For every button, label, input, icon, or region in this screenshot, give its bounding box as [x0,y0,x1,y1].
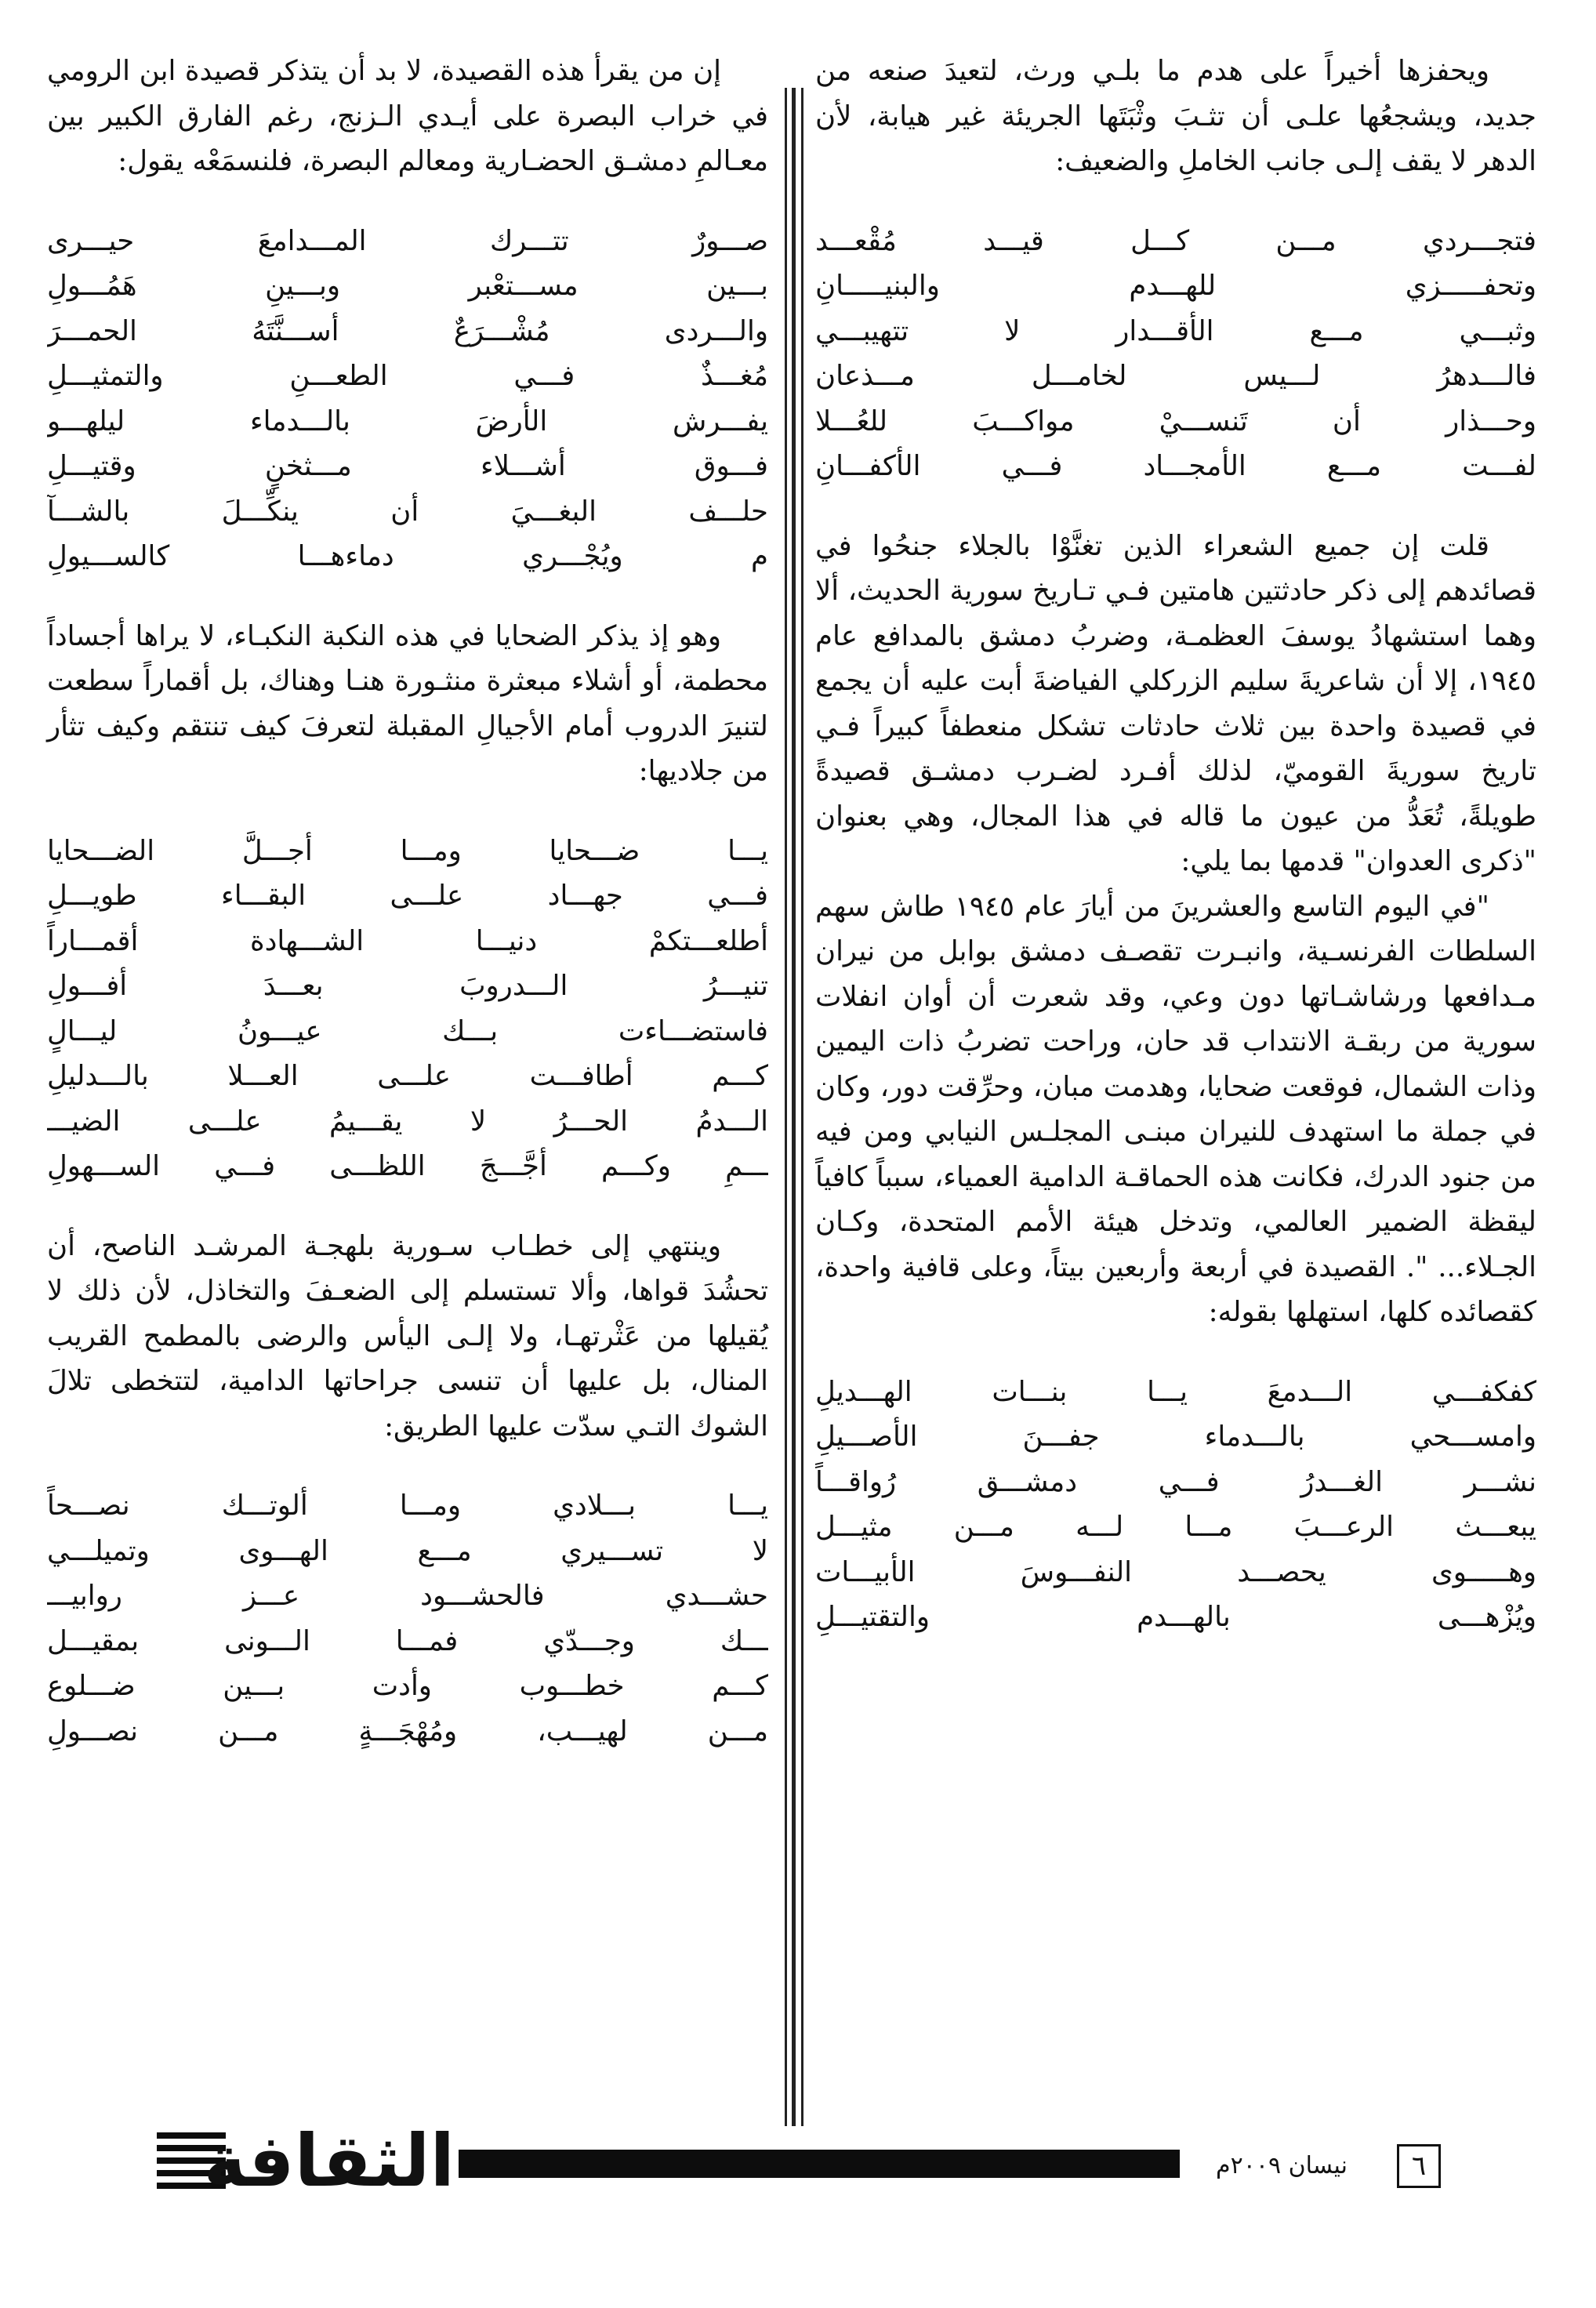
page-number: ٦ [1397,2144,1441,2188]
verse-line: وهـــــوى يحصـــد النفـــوسَ الأبيـــات [815,1555,1536,1588]
footer-rule [459,2150,1180,2178]
left-column [47,49,768,1754]
verse-line: يبعـــث الرعـــبَ مـــا لـــه مـــن مثيـــل [815,1511,1536,1543]
verse-line: ـــمِ وكـــم أجَّـــجَ اللظـــى فـــي الســـهولِ [47,1150,768,1182]
verse-line: صـــورٌ تتـــرك المـــدامعَ حيـــرى [47,224,768,257]
verse-line: فـــوق أشـــلاء مـــثخنٍ وقتيـــلِ [47,450,768,482]
spacer [47,184,768,219]
issue-date: نيسان ٢٠٠٩م [1216,2152,1348,2179]
verse-line: حلـــف البغـــيَ أن ينكِّـــلَ بالشـــآ [47,495,768,528]
column-divider [801,88,803,2126]
verse-line: فتجـــردي مـــن كـــل قيـــد مُقْعـــد [815,224,1536,257]
verse-line: وثبـــي مـــع الأقـــدار لا تتهيبـــي [815,314,1536,347]
verse-line: يـــا ضـــحايا ومـــا أجـــلَّ الضـــحايا [47,834,768,867]
verse-line: كفكفـــي الـــدمعَ يـــا بنـــات الهـــديلِ [815,1375,1536,1408]
verse-line: لا تســـيري مـــع الهـــوى وتميلـــي [47,1534,768,1567]
right-column [815,49,1536,1640]
poem-block-3 [47,219,768,579]
spacer [815,184,1536,219]
magazine-logo: الثقافة [203,2119,455,2203]
verse-line: مـــن لهيـــب، ومُهْجَـــةٍ مـــن نصـــولِ [47,1715,768,1747]
verse-line: تنيـــرُ الـــدروبَ بعـــدَ أفـــولِ [47,970,768,1002]
spacer [815,1335,1536,1370]
intro-paragraph: ويحفزها أخيراً على هدم ما بلـي ورث، لتعيدَ صنعه من جديد، ويشجعُها علـى أن تثـبَ وثْبَتَها الجريئة غير هيابة، لأن الدهر لا يقف إلـى جانب الخاملِ والضعيف: [815,55,1536,177]
verse-line: كـــم أطافـــت علـــى العـــلا بالـــدليلِ [47,1060,768,1092]
verse-line: فاستضـــاءت بـــك عيـــونُ ليـــالٍ [47,1014,768,1047]
verse-line: نشـــر الغـــدرُ فـــي دمشـــق رُواقـــاً [815,1465,1536,1498]
verse-line: كـــم خطـــوب وأدت بـــين ضـــلوع [47,1670,768,1702]
verse-line: ـــك وجـــدّي فمـــا الـــونى بمقيـــل [47,1624,768,1657]
verse-line: وحـــذار أن تَنســـيْ مواكـــبَ للعُـــلا [815,405,1536,437]
verse-line: يـــا بـــلادي ومـــا ألوتـــك نصـــحاً [47,1490,768,1522]
verse-line: مُغـــذٌ فـــي الطعـــنِ والتمثيـــلِ [47,360,768,392]
body-paragraph: وهو إذ يذكر الضحايا في هذه النكبة النكبـاء، لا يراها أجساداً محطمة، أو أشلاء مبعثرة منثـورة هنـا وهناك، بل أقماراً سطعت لتنيرَ الدروب أمام الأجيالِ المقبلة لتعرفَ كيف تنتقم وكيف تثأر من جلاديها: [47,619,768,787]
verse-line: ويُزْهـــى بالهـــدم والتقتيـــلِ [815,1601,1536,1633]
column-divider [792,88,796,2126]
spacer [815,489,1536,524]
verse-line: بـــين مســـتعْبر وبـــينِ هَمُـــولِ [47,270,768,302]
column-divider [785,88,787,2126]
verse-line: فـــي جهـــاد علـــى البقـــاء طويـــلِ [47,880,768,912]
verse-line: حشـــدي فالحشـــود عـــز روابيـــ [47,1580,768,1612]
poem-block-1 [815,219,1536,489]
spacer [47,579,768,614]
quoted-paragraph: "في اليوم التاسع والعشرينَ من أيارَ عام ١٩٤٥ طاش سهم السلطات الفرنسـية، وانبـرت تقصـف دمشق بوابل من نيران مـدافعها ورشاشـاتها دون وعي، وقد شعرت أن أوان انفلات سورية من ربقـة الانتداب قد حان، وراحت تضربُ ذات اليمين وذات الشمال، فوقعت ضحايا، وهدمت مبان، وحرِّقت دور، وكان في جملة ما استهدف للنيران مبنـى المجلـس النيابي ومن فيه من جنود الدرك، فكانت هذه الحماقـة الدامية العمياء، سبباً كافياً ليقظة الضمير العالمي، وتدخل هيئة الأمم المتحدة، وكـان الجـلاء... ". القصيدة في أربعة وأربعين بيتاً، وعلى قافية واحدة، كقصائده كلها، استهلها بقوله: [815,890,1536,1328]
spacer [47,1449,768,1483]
poem-block-2 [815,1370,1536,1640]
body-paragraph: وينتهي إلى خطـاب سـورية بلهجـة المرشـد الناصح، أن تحشُدَ قواها، وألا تستسلم إلى الضعـفَ والتخاذل، لأن ذلك لا يُقيلها من عَثْرتهـا، ولا إلـى اليأس والرضى بالمطمح القريب المنال، بل عليها أن تنسى جراحاتها الدامية، لتتخطى تلالَ الشوك التـي سدّت عليها الطريق: [47,1229,768,1442]
verse-line: م ويُجْـــري دماءهـــا كالســـيولِ [47,540,768,572]
verse-line: يفـــرش الأرضَ بالـــدماء ليلهـــو [47,405,768,437]
verse-line: والـــردى مُشْـــرَعٌ أســـنَّتَهُ الحمـــرَ [47,314,768,347]
poem-block-4 [47,829,768,1189]
spacer [47,1189,768,1224]
verse-line: أطلعـــتكمْ دنيـــا الشـــهادة أقمـــاراً [47,924,768,957]
poem-block-5 [47,1483,768,1754]
body-paragraph: قلت إن جميع الشعراء الذين تغنَّوْا بالجلاء جنحُوا في قصائدهم إلى ذكر حادثتين هامتين فـي تـاريخ سورية الحديث، ألا وهما استشهادُ يوسفَ العظمـة، وضربُ دمشق بالمدافع عام ١٩٤٥، إلا أن شاعريةَ سليم الزركلي الفياضةَ أبت عليه أن يجمع في قصيدة واحدة بين ثلاث حادثات تشكل منعطفاً كبيراً فـي تاريخ سوريةَ القوميّ، لذلك أفـرد لضـرب دمشـق قصيدةً طويلةً، تُعَدُّ من عيون ما قاله في هذا المجال، وهي بعنوان "ذكرى العدوان" قدمها بما يلي: [815,529,1536,877]
verse-line: لفـــت مـــع الأمجـــاد فـــي الأكفـــانِ [815,450,1536,482]
verse-line: فالـــدهرُ لـــيس لخامـــل مـــذعان [815,360,1536,392]
verse-line: الـــدمُ الحـــرُ لا يقـــيمُ علـــى الضيـــ [47,1105,768,1138]
verse-line: وتحفـــــزي للهـــدم والبنيـــــانِ [815,270,1536,302]
verse-line: وامســـحي بالـــدماء جفـــنَ الأصـــيلِ [815,1421,1536,1453]
spacer [47,794,768,829]
body-paragraph: إن من يقرأ هذه القصيدة، لا بد أن يتذكر قصيدة ابن الرومي في خراب البصرة على أيـدي الـزنج، رغم الفارق الكبير بين معـالمِ دمشـق الحضـارية ومعالم البصرة، فلنسمَعْه يقول: [47,55,768,177]
